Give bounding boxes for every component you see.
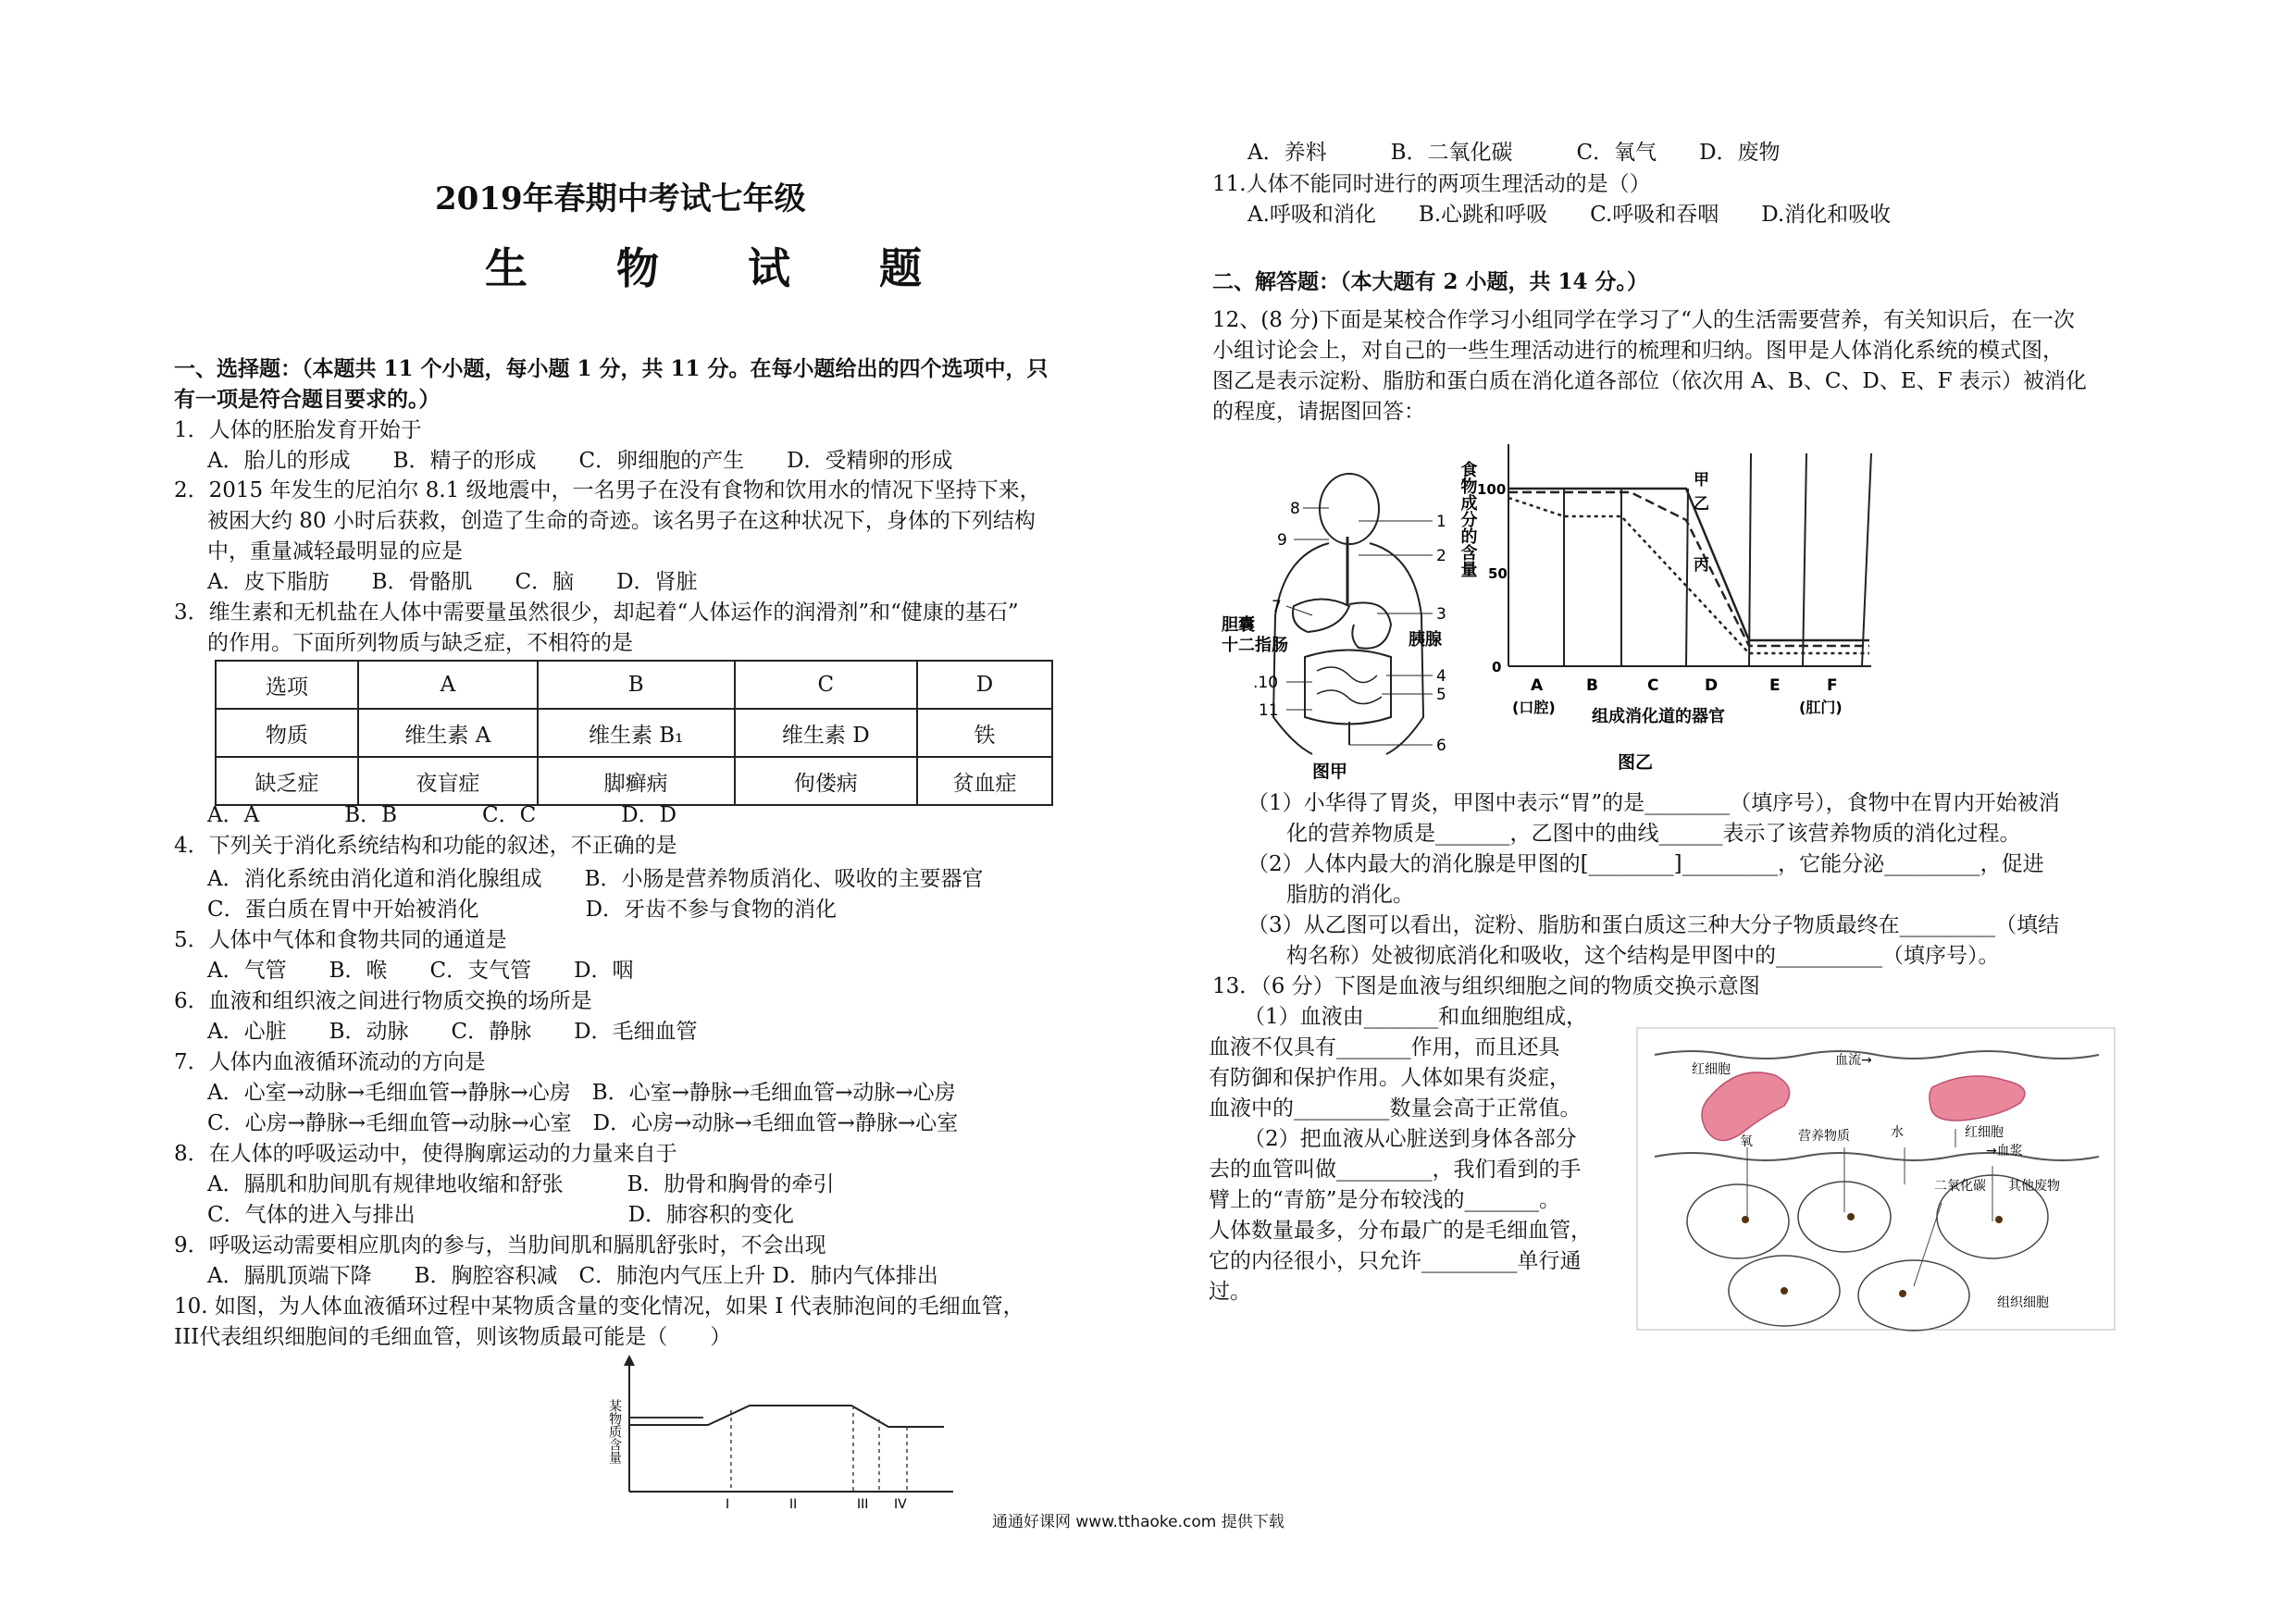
q10-figure <box>607 1353 962 1512</box>
question-13-line-8: 人体数量最多，分布最广的是毛细血管， <box>1209 1219 1592 1243</box>
table-cell: 维生素 A <box>358 709 538 757</box>
figB-y100: 100 <box>1477 481 1507 498</box>
question-12-3-cont: 构名称）处被彻底消化和吸收，这个结构是甲图中的__________（填序号）。 <box>1286 944 2000 968</box>
question-12-cont2: 图乙是表示淀粉、脂肪和蛋白质在消化道各部位（依次用 A、B、C、D、E、F 表示）被消化 <box>1212 369 2087 393</box>
q10-tick-1: I <box>726 1497 730 1512</box>
table-row <box>216 709 1052 757</box>
figA-label-pancreas: 胰腺 <box>1409 630 1442 650</box>
blood-exchange-figure <box>1636 1027 2117 1332</box>
question-12-1-cont: 化的营养物质是_______，乙图中的曲线______表示了该营养物质的消化过程。 <box>1286 822 2021 846</box>
section1-heading-cont: 有一项是符合题目要求的。） <box>174 387 441 412</box>
figB-curve-yi: 乙 <box>1694 495 1709 514</box>
figB-x-F: F <box>1827 676 1838 695</box>
question-4-options-2: C．蛋白质在胃中开始被消化 D．牙齿不参与食物的消化 <box>207 898 838 922</box>
table-cell: A <box>358 661 538 709</box>
figA-label-4: 4 <box>1436 667 1446 686</box>
figB-curve-bing: 丙 <box>1694 556 1709 575</box>
figB-x-C: C <box>1647 676 1659 695</box>
question-11-options: A.呼吸和消化 B.心跳和呼吸 C.呼吸和吞咽 D.消化和吸收 <box>1247 203 1892 227</box>
table-row <box>216 757 1052 805</box>
question-12-3: （3）从乙图可以看出，淀粉、脂肪和蛋白质这三种大分子物质最终在_________（填结 <box>1247 913 2060 937</box>
digestion-curve-figure <box>1455 435 1880 782</box>
question-8: 8．在人体的呼吸运动中，使得胸廓运动的力量来自于 <box>174 1142 677 1166</box>
question-7-options-1: A．心室→动脉→毛细血管→静脉→心房 B．心室→静脉→毛细血管→动脉→心房 <box>207 1081 956 1105</box>
digestive-system-figure <box>1220 467 1451 782</box>
question-3: 3．维生素和无机盐在人体中需要量虽然很少，却起着“人体运作的润滑剂”和“健康的基石” <box>174 601 1019 625</box>
figA-label-3: 3 <box>1436 605 1446 624</box>
question-3-cont: 的作用。下面所列物质与缺乏症，不相符的是 <box>207 631 633 655</box>
fig13-co2: 二氧化碳 <box>1934 1179 1986 1194</box>
exam-title: 2019年春期中考试七年级 <box>435 180 806 217</box>
question-1-options: A．胎儿的形成 B．精子的形成 C．卵细胞的产生 D．受精卵的形成 <box>207 449 953 473</box>
table-cell: C <box>735 661 917 709</box>
fig13-waste: 其他废物 <box>2008 1179 2060 1194</box>
fig13-nutrients: 营养物质 <box>1798 1129 1850 1144</box>
question-6: 6．血液和组织液之间进行物质交换的场所是 <box>174 989 592 1013</box>
figA-label-10: .10 <box>1253 674 1279 692</box>
figA-label-duodenum: 十二指肠 <box>1222 636 1288 655</box>
figA-label-8: 8 <box>1290 500 1300 518</box>
table-cell: 选项 <box>216 661 358 709</box>
question-13: 13．（6 分）下图是血液与组织细胞之间的物质交换示意图 <box>1212 974 1760 998</box>
fig13-oxygen: 氧 <box>1740 1134 1753 1149</box>
section2-heading: 二、解答题：（本大题有 2 小题，共 14 分。） <box>1212 269 1649 294</box>
q10-tick-4: IV <box>894 1497 907 1512</box>
question-2: 2．2015 年发生的尼泊尔 8.1 级地震中，一名男子在没有食物和饮用水的情况下坚持下来， <box>174 478 1041 502</box>
q10-tick-2: II <box>789 1497 798 1512</box>
table-cell: 贫血症 <box>917 757 1052 805</box>
figB-x-B: B <box>1586 676 1598 695</box>
figB-x-A: A <box>1531 676 1544 695</box>
figA-label-6: 6 <box>1436 737 1446 755</box>
question-13-line-3: 有防御和保护作用。人体如果有炎症， <box>1209 1066 1570 1090</box>
question-10: 10. 如图，为人体血液循环过程中某物质含量的变化情况，如果 I 代表肺泡间的毛细血管， <box>174 1295 1024 1319</box>
figB-y0: 0 <box>1492 659 1502 675</box>
question-9: 9．呼吸运动需要相应肌肉的参与，当肋间肌和膈肌舒张时，不会出现 <box>174 1233 826 1258</box>
question-5: 5．人体中气体和食物共同的通道是 <box>174 928 507 952</box>
fig13-water: 水 <box>1891 1125 1904 1140</box>
question-13-line-6: 去的血管叫做_________，我们看到的手 <box>1209 1158 1582 1182</box>
figB-anus: (肛门) <box>1799 699 1843 716</box>
figA-label-2: 2 <box>1436 547 1446 565</box>
fig13-flow: 血流→ <box>1835 1053 1872 1068</box>
question-2-cont2: 中，重量减轻最明显的应是 <box>207 539 463 564</box>
question-7-options-2: C．心房→静脉→毛细血管→动脉→心室 D．心房→动脉→毛细血管→静脉→心室 <box>207 1111 959 1135</box>
question-13-line-2: 血液不仅具有_______作用，而且还具 <box>1209 1035 1560 1059</box>
figB-curve-jia: 甲 <box>1694 471 1709 489</box>
section1-heading: 一、选择题：（本题共 11 个小题，每小题 1 分，共 11 分。在每小题给出的四个选项中，只 <box>174 356 1049 381</box>
question-13-line-1: （1）血液由_______和血细胞组成， <box>1244 1005 1588 1029</box>
question-13-line-9: 它的内径很小，只允许_________单行通 <box>1209 1249 1582 1273</box>
figA-label-gallbladder: 胆囊 <box>1222 615 1255 635</box>
question-8-options-2: C．气体的进入与排出 D．肺容积的变化 <box>207 1203 795 1227</box>
figA-label-9: 9 <box>1277 531 1287 550</box>
question-12-1: （1）小华得了胃炎，甲图中表示“胃”的是________（填序号），食物中在胃内开始被消 <box>1247 791 2060 815</box>
question-2-options: A．皮下脂肪 B．骨骼肌 C．脑 D．肾脏 <box>207 570 698 594</box>
figA-label-5: 5 <box>1436 686 1446 704</box>
q10-ylabel: 某物质含量 <box>607 1399 622 1464</box>
footer-source: 通通好课网 www.tthaoke.com 提供下载 <box>992 1513 1285 1531</box>
figB-x-D: D <box>1705 676 1719 695</box>
exam-subject: 生 物 试 题 <box>485 243 960 293</box>
question-3-options: A．A B．B C．C D．D <box>207 803 677 827</box>
table-cell: 维生素 B₁ <box>538 709 735 757</box>
table-cell: 缺乏症 <box>216 757 358 805</box>
question-10-options: A．养料 B．二氧化碳 C．氧气 D．废物 <box>1247 141 1781 165</box>
table-cell: 佝偻病 <box>735 757 917 805</box>
table-cell: D <box>917 661 1052 709</box>
question-12: 12、(8 分)下面是某校合作学习小组同学在学习了“人的生活需要营养，有关知识后，在一次 <box>1212 308 2075 332</box>
question-4: 4．下列关于消化系统结构和功能的叙述，不正确的是 <box>174 834 677 858</box>
question-4-options-1: A．消化系统由消化道和消化腺组成 B．小肠是营养物质消化、吸收的主要器官 <box>207 867 984 891</box>
question-9-options: A．膈肌顶端下降 B．胸腔容积减 C．肺泡内气压上升 D．肺内气体排出 <box>207 1264 938 1288</box>
question-5-options: A．气管 B．喉 C．支气管 D．咽 <box>207 959 634 983</box>
question-6-options: A．心脏 B．动脉 C．静脉 D．毛细血管 <box>207 1020 698 1044</box>
table-cell: 脚癣病 <box>538 757 735 805</box>
figA-caption: 图甲 <box>1312 762 1348 782</box>
q10-tick-3: III <box>857 1497 869 1512</box>
table-cell: B <box>538 661 735 709</box>
question-10-cont: III代表组织细胞间的毛细血管，则该物质最可能是（ ） <box>174 1325 732 1349</box>
fig13-rbc-2: 红细胞 <box>1965 1125 2004 1140</box>
figB-xlabel: 组成消化道的器官 <box>1592 707 1725 726</box>
question-1: 1．人体的胚胎发育开始于 <box>174 418 422 442</box>
question-7: 7．人体内血液循环流动的方向是 <box>174 1050 486 1074</box>
figB-y50: 50 <box>1488 565 1508 582</box>
figB-mouth: (口腔) <box>1512 699 1556 716</box>
question-12-cont3: 的程度，请据图回答： <box>1212 400 1425 424</box>
figA-label-7: 7 <box>1272 598 1282 616</box>
figB-x-E: E <box>1769 676 1781 695</box>
question-13-line-4: 血液中的_________数量会高于正常值。 <box>1209 1096 1582 1121</box>
table-cell: 物质 <box>216 709 358 757</box>
fig13-rbc-1: 红细胞 <box>1692 1062 1731 1077</box>
question-13-line-5: （2）把血液从心脏送到身体各部分 <box>1244 1127 1577 1151</box>
figA-label-1: 1 <box>1436 513 1446 531</box>
question-11: 11.人体不能同时进行的两项生理活动的是（） <box>1212 172 1651 196</box>
figB-caption: 图乙 <box>1618 752 1654 773</box>
question-12-2-cont: 脂肪的消化。 <box>1286 883 1414 907</box>
fig13-plasma: →血浆 <box>1986 1144 2023 1158</box>
question-12-cont: 小组讨论会上，对自己的一些生理活动进行的梳理和归纳。图甲是人体消化系统的模式图， <box>1212 339 2064 363</box>
table-cell: 维生素 D <box>735 709 917 757</box>
fig13-tissue-cell: 组织细胞 <box>1997 1295 2049 1310</box>
question-13-line-7: 臂上的“青筋”是分布较浅的_______。 <box>1209 1188 1561 1212</box>
question-2-cont: 被困大约 80 小时后获救，创造了生命的奇迹。该名男子在这种状况下，身体的下列结构 <box>207 509 1036 533</box>
question-8-options-1: A．膈肌和肋间肌有规律地收缩和舒张 B．肋骨和胸骨的牵引 <box>207 1172 835 1196</box>
question-12-2: （2）人体内最大的消化腺是甲图的[________]_________，它能分泌_________，促进 <box>1247 852 2044 876</box>
figA-label-11: 11 <box>1259 701 1279 720</box>
table-cell: 夜盲症 <box>358 757 538 805</box>
question-3-table <box>215 660 1053 806</box>
figB-ylabel: 食物成分的含量 <box>1458 461 1478 577</box>
table-cell: 铁 <box>917 709 1052 757</box>
question-13-line-10: 过。 <box>1209 1280 1251 1304</box>
table-row <box>216 661 1052 709</box>
